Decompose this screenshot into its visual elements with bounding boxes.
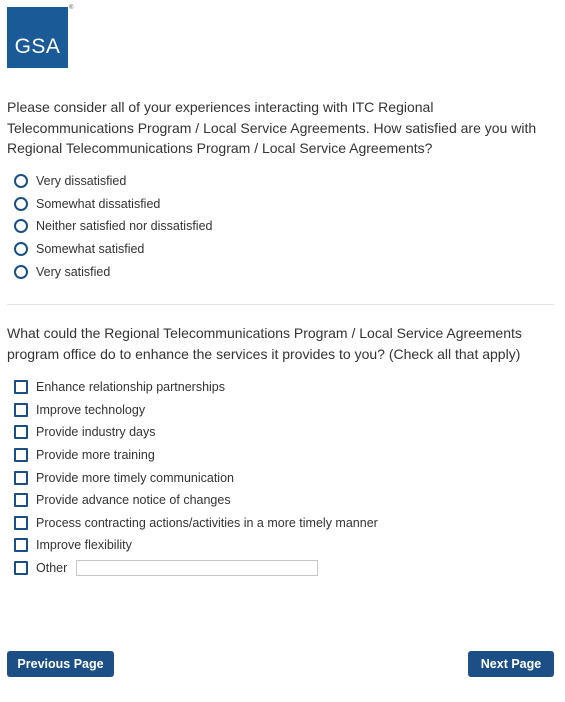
checkbox[interactable] <box>14 380 28 394</box>
checkbox[interactable] <box>14 493 28 507</box>
checkbox-option[interactable] <box>14 534 378 557</box>
checkbox-label: Provide more timely communication <box>36 470 234 485</box>
checkbox[interactable] <box>14 425 28 439</box>
checkbox-label: Process contracting actions/activities in a more timely manner <box>36 515 378 530</box>
checkbox-option-other[interactable] <box>14 557 378 580</box>
checkbox-option[interactable] <box>14 512 378 535</box>
checkbox-option[interactable] <box>14 444 378 467</box>
other-text-input[interactable] <box>76 560 318 576</box>
radio-label: Neither satisfied nor dissatisfied <box>36 219 213 234</box>
question-satisfaction: Please consider all of your experiences interacting with ITC Regional Telecommunications Program / Local Service Agreements. How satisfied are you with Regional Telecommunications Program / Local Service Agreements? <box>7 99 537 156</box>
radio-button[interactable] <box>14 197 28 211</box>
radio-button[interactable] <box>14 265 28 279</box>
checkbox-label: Enhance relationship partnerships <box>36 380 226 395</box>
section-divider <box>7 304 554 305</box>
radio-label: Somewhat satisfied <box>36 242 145 257</box>
radio-option[interactable] <box>14 215 212 238</box>
gsa-logo-text: GSA <box>14 34 61 58</box>
gsa-logo <box>7 7 68 68</box>
checkbox[interactable] <box>14 538 28 552</box>
enhancement-options <box>14 376 378 579</box>
radio-option[interactable] <box>14 260 212 283</box>
radio-label: Somewhat dissatisfied <box>36 196 161 211</box>
registered-mark: ® <box>69 5 74 11</box>
radio-label: Very satisfied <box>36 264 111 279</box>
radio-button[interactable] <box>14 174 28 188</box>
radio-button[interactable] <box>14 242 28 256</box>
radio-option[interactable] <box>14 170 212 193</box>
checkbox-label: Improve technology <box>36 402 146 417</box>
checkbox-label: Provide industry days <box>36 425 156 440</box>
checkbox-option[interactable] <box>14 489 378 512</box>
satisfaction-options <box>14 170 212 283</box>
checkbox-option[interactable] <box>14 376 378 399</box>
checkbox[interactable] <box>14 471 28 485</box>
checkbox-label: Improve flexibility <box>36 538 132 553</box>
radio-button[interactable] <box>14 219 28 233</box>
checkbox-option[interactable] <box>14 466 378 489</box>
checkbox-option[interactable] <box>14 399 378 422</box>
checkbox[interactable] <box>14 561 28 575</box>
radio-label: Very dissatisfied <box>36 174 127 189</box>
checkbox[interactable] <box>14 448 28 462</box>
checkbox[interactable] <box>14 516 28 530</box>
checkbox-label: Other <box>36 561 68 576</box>
checkbox[interactable] <box>14 403 28 417</box>
previous-page-button[interactable]: Previous Page <box>7 651 114 677</box>
checkbox-option[interactable] <box>14 421 378 444</box>
checkbox-label: Provide more training <box>36 448 155 463</box>
next-page-button[interactable]: Next Page <box>468 651 554 677</box>
checkbox-label: Provide advance notice of changes <box>36 493 231 508</box>
radio-option[interactable] <box>14 238 212 261</box>
question-enhancements: What could the Regional Telecommunications Program / Local Service Agreements program office do to enhance the services it provides to you? (Check all that apply) <box>7 325 522 362</box>
radio-option[interactable] <box>14 193 212 216</box>
